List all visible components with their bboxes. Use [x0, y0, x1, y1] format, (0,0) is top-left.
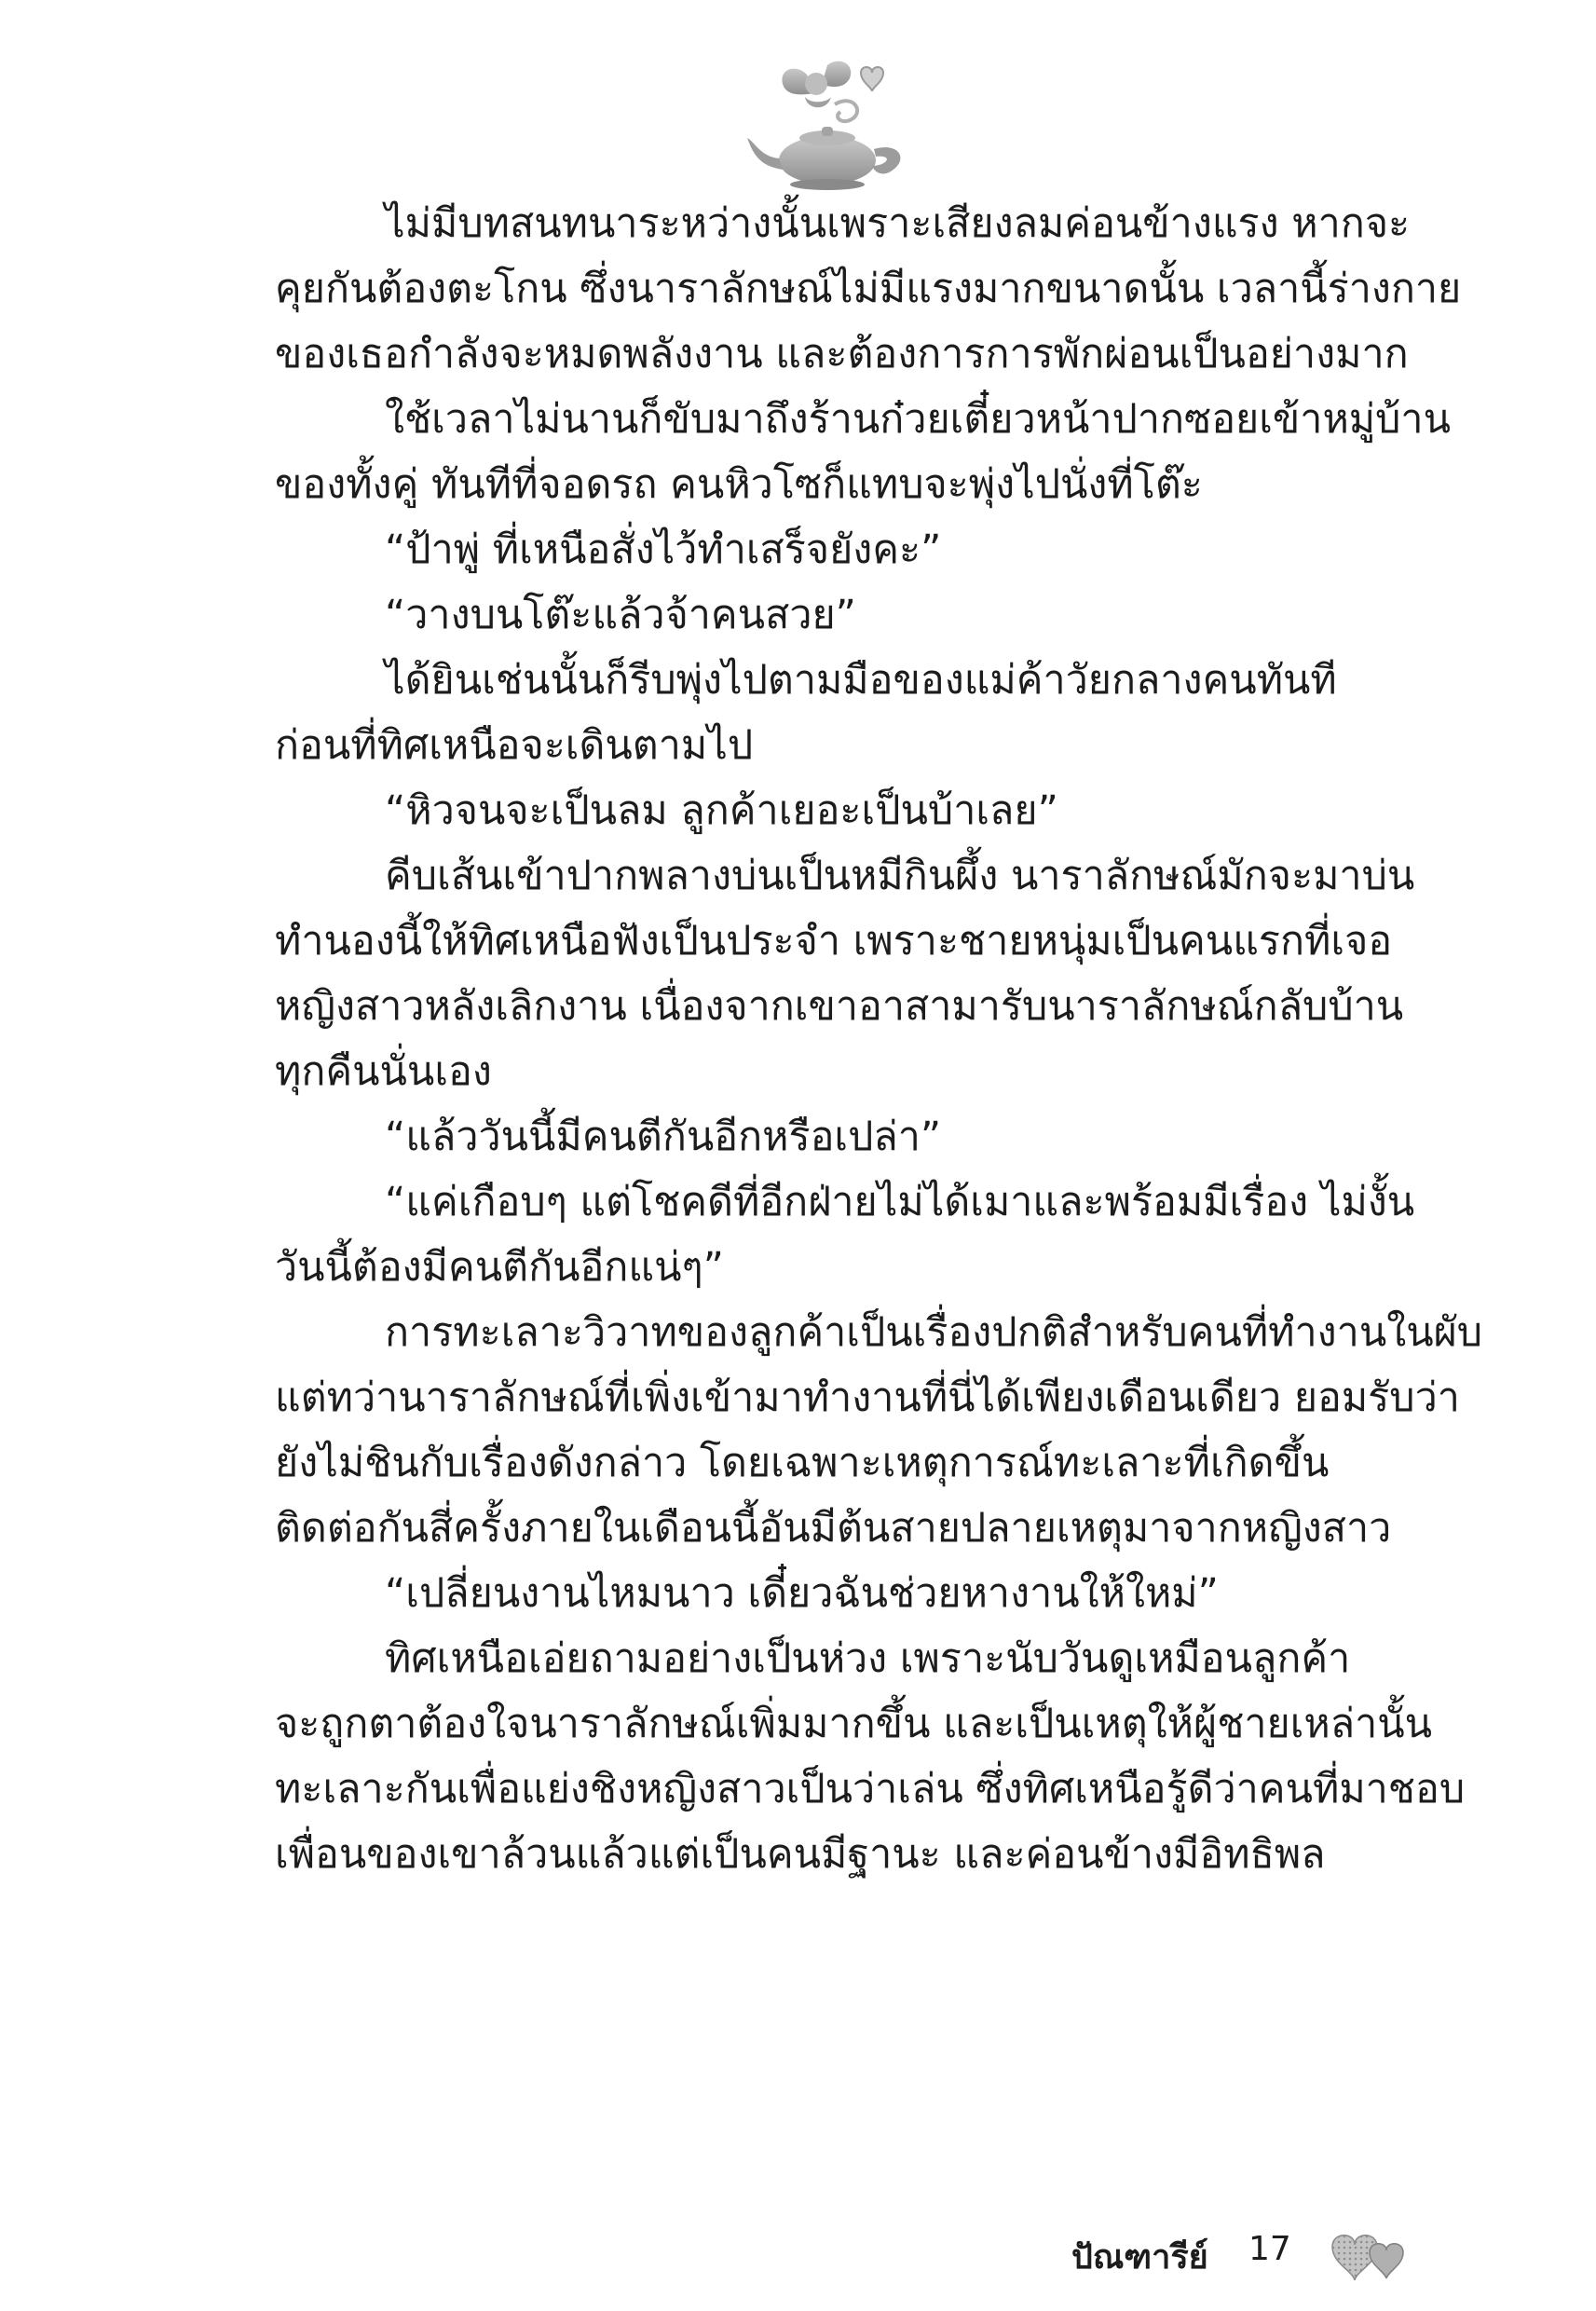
text-line: ไม่มีบทสนทนาระหว่างนั้นเพราะเสียงลมค่อนข้างแรง หากจะ [385, 200, 1411, 247]
text-line: คุยกันต้องตะโกน ซึ่งนาราลักษณ์ไม่มีแรงมากขนาดนั้น เวลานี้ร่างกาย [275, 266, 1462, 312]
page-number: 17 [1248, 2230, 1291, 2268]
text-line: “หิวจนจะเป็นลม ลูกค้าเยอะเป็นบ้าเลย” [385, 787, 1058, 834]
text-line: “แค่เกือบๆ แต่โชคดีที่อีกฝ่ายไม่ได้เมาและพร้อมมีเรื่อง ไม่งั้น [385, 1179, 1415, 1225]
text-line: ของเธอกำลังจะหมดพลังงาน และต้องการการพักผ่อนเป็นอย่างมาก [275, 331, 1409, 377]
text-line: จะถูกตาต้องใจนาราลักษณ์เพิ่มมากขึ้น และเป็นเหตุให้ผู้ชายเหล่านั้น [275, 1701, 1433, 1747]
text-line: ได้ยินเช่นนั้นก็รีบพุ่งไปตามมือของแม่ค้าวัยกลางคนทันที [385, 657, 1337, 704]
author-name: ปัณฑารีย์ [1071, 2238, 1208, 2277]
text-line: ทุกคืนนั่นเอง [275, 1048, 492, 1095]
text-line: ใช้เวลาไม่นานก็ขับมาถึงร้านก๋วยเตี๋ยวหน้าปากซอยเข้าหมู่บ้าน [385, 396, 1451, 443]
text-line: ยังไม่ชินกับเรื่องดังกล่าว โดยเฉพาะเหตุการณ์ทะเลาะที่เกิดขึ้น [275, 1440, 1330, 1486]
hearts-icon [1325, 2222, 1418, 2288]
text-line: “ป้าพู่ ที่เหนือสั่งไว้ทำเสร็จยังคะ” [385, 526, 942, 573]
page-footer [1071, 2222, 1425, 2288]
text-line: หญิงสาวหลังเลิกงาน เนื่องจากเขาอาสามารับนาราลักษณ์กลับบ้าน [275, 983, 1404, 1030]
text-line: คีบเส้นเข้าปากพลางบ่นเป็นหมีกินผึ้ง นาราลักษณ์มักจะมาบ่น [385, 853, 1415, 899]
text-line: วันนี้ต้องมีคนตีกันอีกแน่ๆ” [275, 1244, 724, 1291]
text-line: “แล้ววันนี้มีคนตีกันอีกหรือเปล่า” [385, 1114, 942, 1160]
text-line: ของทั้งคู่ ทันทีที่จอดรถ คนหิวโซก็แทบจะพุ่งไปนั่งที่โต๊ะ [275, 461, 1203, 508]
text-line: ทิศเหนือเอ่ยถามอย่างเป็นห่วง เพราะนับวันดูเหมือนลูกค้า [385, 1635, 1351, 1682]
text-line: เพื่อนของเขาล้วนแล้วแต่เป็นคนมีฐานะ และค่อนข้างมีอิทธิพล [275, 1831, 1326, 1878]
text-line: ทำนองนี้ให้ทิศเหนือฟังเป็นประจำ เพราะชายหนุ่มเป็นคนแรกที่เจอ [275, 918, 1393, 964]
text-line: “เปลี่ยนงานไหมนาว เดี๋ยวฉันช่วยหางานให้ใหม่” [385, 1570, 1219, 1617]
text-line: ทะเลาะกันเพื่อแย่งชิงหญิงสาวเป็นว่าเล่น ซึ่งทิศเหนือรู้ดีว่าคนที่มาชอบ [275, 1766, 1466, 1812]
text-line: “วางบนโต๊ะแล้วจ้าคนสวย” [385, 592, 856, 638]
text-line: แต่ทว่านาราลักษณ์ที่เพิ่งเข้ามาทำงานที่นี่ได้เพียงเดือนเดียว ยอมรับว่า [275, 1374, 1460, 1421]
cupid-teapot-icon [742, 56, 919, 196]
text-line: ติดต่อกันสี่ครั้งภายในเดือนนี้อันมีต้นสายปลายเหตุมาจากหญิงสาว [275, 1505, 1392, 1552]
text-line: การทะเลาะวิวาทของลูกค้าเป็นเรื่องปกติสำหรับคนที่ทำงานในผับ [385, 1309, 1483, 1356]
text-line: ก่อนที่ทิศเหนือจะเดินตามไป [275, 722, 754, 769]
